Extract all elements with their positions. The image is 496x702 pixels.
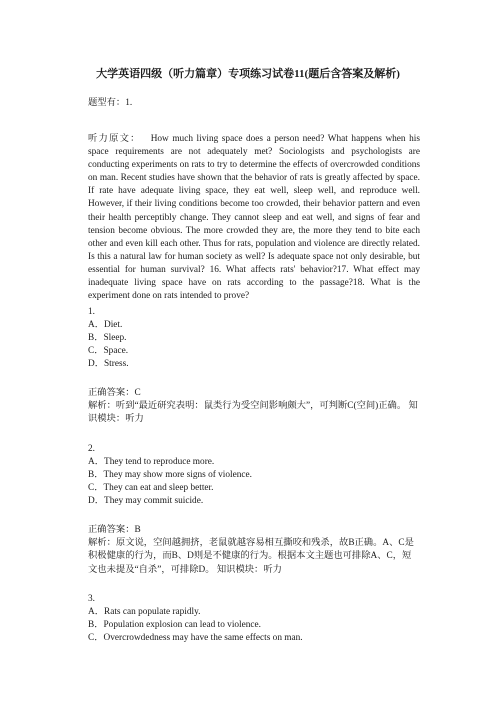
listening-script-label: 听力原文：	[88, 134, 141, 144]
question-type: 题型有：1.	[88, 98, 133, 108]
question-1-answer: 正确答案：C	[88, 388, 141, 398]
question-2-option-b: B．They may show more signs of violence.	[88, 470, 252, 480]
question-1-option-c: C．Space.	[88, 346, 129, 356]
question-3-number: 3.	[88, 594, 95, 604]
question-2-number: 2.	[88, 444, 95, 454]
document-title: 大学英语四级（听力篇章）专项练习试卷11(题后含答案及解析)	[96, 68, 400, 80]
question-2-analysis: 解析：原文说，空间越拥挤，老鼠就越容易相互撕咬和残杀，故B正确。A、C是积极健康的行为，而B、D则是不健康的行为。根据本文主题也可排除A、C，短文也未提及“自杀”，可排除D。 知识模块：听力	[88, 538, 414, 575]
question-2-answer: 正确答案：B	[88, 525, 141, 535]
question-2-option-d: D．They may commit suicide.	[88, 496, 204, 506]
question-1-option-b: B．Sleep.	[88, 333, 127, 343]
question-2-option-a: A．They tend to reproduce more.	[88, 457, 215, 467]
question-3-option-c: C．Overcrowdedness may have the same effects on man.	[88, 633, 303, 643]
question-3-option-a: A．Rats can populate rapidly.	[88, 607, 201, 617]
question-1-analysis: 解析：听到“最近研究表明：鼠类行为受空间影响颇大”，可判断C(空间)正确。 知识模块：听力	[88, 401, 418, 425]
question-1-option-a: A．Diet.	[88, 320, 123, 330]
question-1-option-d: D．Stress.	[88, 359, 129, 369]
question-2-option-c: C．They can eat and sleep better.	[88, 483, 214, 493]
question-1-number: 1.	[88, 307, 95, 317]
listening-script-text: How much living space does a person need? What happens when his space requirements are not adequately met? Sociologists and psychologists are conducting experiments on rats to try to determine the effects of overcrowded conditions on man. Recent studies have shown that the behavior of rats is greatly affected by space. If rate have adequate living space, they eat well, sleep well, and reproduce well. However, if their living conditions become too crowded, their behavior pattern and even their health perceptibly change. They cannot sleep and eat well, and signs of fear and tension become obvious. The more crowded they are, the more they tend to bite each other and even kill each other. Thus for rats, population and violence are directly related. Is this a natural law for human society as well? Is adequate space not only desirable, but essential for human survival? 16. What affects rats' behavior?17. What effect may inadequate living space have on rats according to the passage?18. What is the experiment done on rats intended to prove?	[88, 134, 420, 302]
question-3-option-b: B．Population explosion can lead to violence.	[88, 620, 261, 630]
listening-script	[88, 133, 420, 303]
